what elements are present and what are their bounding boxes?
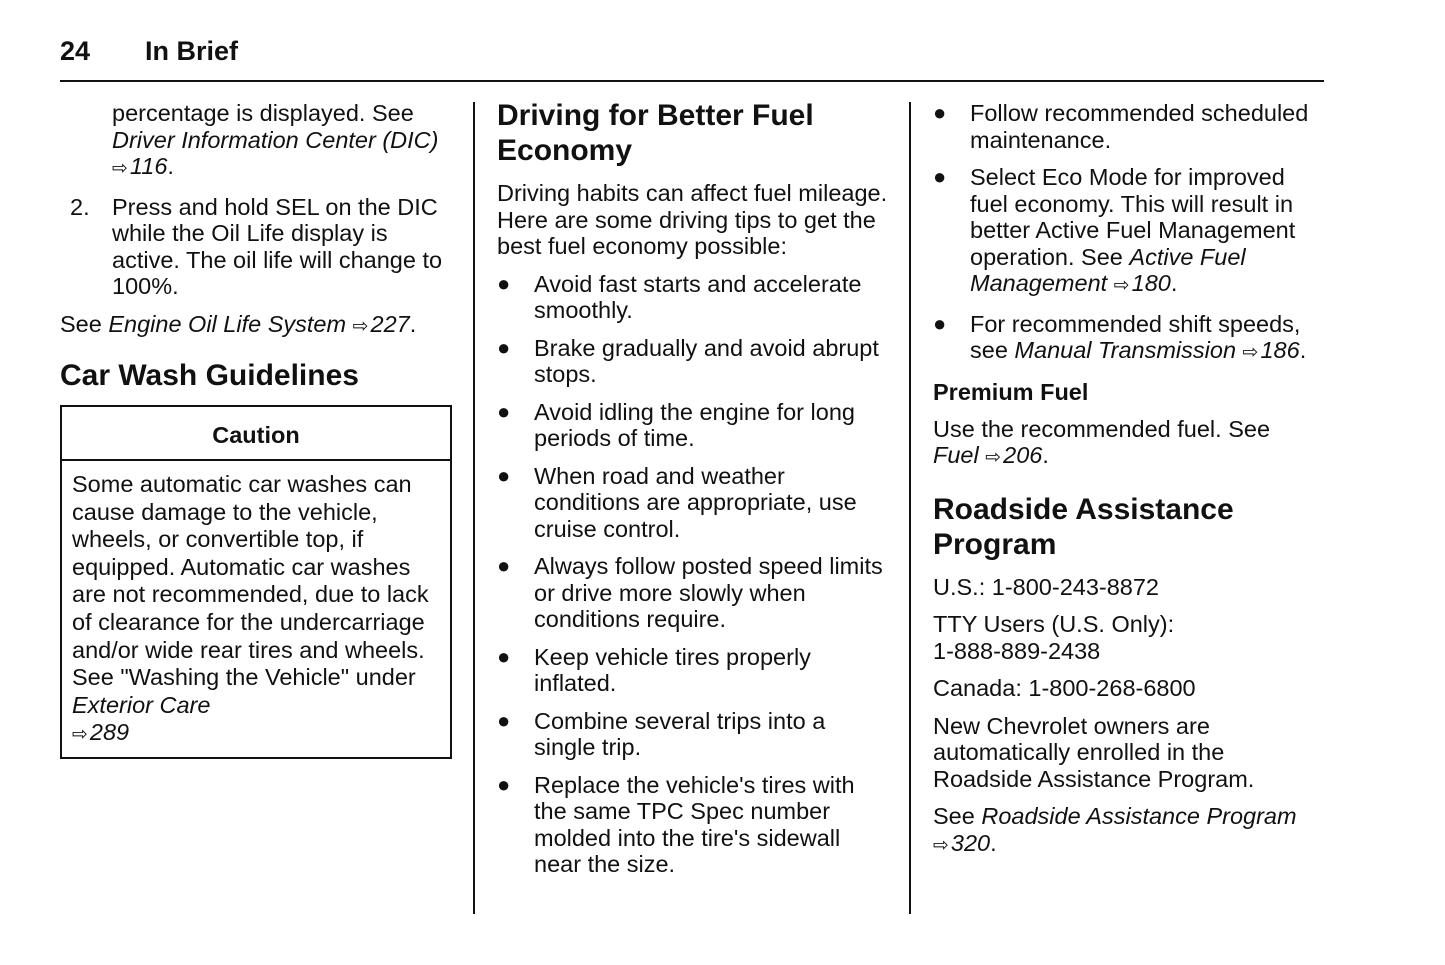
list-item: ● Keep vehicle tires properly inflated.: [497, 643, 811, 696]
caution-title: Caution: [62, 407, 450, 461]
oil-life-link[interactable]: Engine Oil Life System: [108, 310, 347, 337]
list-item: ● For recommended shift speeds, see Manual Transmission ⇨186.: [933, 310, 1307, 363]
see-roadside-paragraph: See Roadside Assistance Program ⇨320.: [933, 803, 1297, 856]
fuel-economy-heading: Driving for Better Fuel Economy: [497, 99, 814, 167]
continued-paragraph: percentage is displayed. See Driver Information Center (DIC) ⇨116.: [112, 100, 439, 179]
bullet-icon: ●: [497, 334, 511, 360]
fuel-tips-list: [497, 271, 889, 878]
page-arrow-icon: ⇨: [1242, 342, 1259, 363]
exterior-care-page-ref[interactable]: 289: [89, 719, 130, 746]
caution-text: Some automatic car washes can cause damage to the vehicle, wheels, or convertible top, if equipped. Automatic car washes are not recommended, due to lack of clearance for the undercarriage and/or wide rear tires and wheels. See "Washing the Vehicle" under: [72, 471, 429, 691]
step-number: 2.: [70, 193, 90, 220]
column-right: [933, 100, 1325, 870]
list-item: ● Follow recommended scheduled maintenance.: [933, 100, 1309, 153]
see-oil-life-paragraph: See Engine Oil Life System ⇨227.: [60, 310, 417, 337]
list-item: ● Always follow posted speed limits or drive more slowly when conditions require.: [497, 553, 883, 632]
step-item: [60, 194, 452, 300]
step-text: Press and hold SEL on the DIC while the Oil Life display is active. The oil life will change to 100%.: [112, 193, 443, 299]
premium-fuel-heading: Premium Fuel: [933, 378, 1089, 405]
section-title: In Brief: [145, 36, 239, 66]
column-divider-1: [473, 102, 475, 914]
premium-fuel-paragraph: Use the recommended fuel. See Fuel ⇨206.: [933, 415, 1271, 468]
see-prefix: See: [60, 310, 102, 337]
afm-page-ref[interactable]: 180: [1131, 270, 1171, 296]
dic-page-ref[interactable]: 116: [129, 153, 168, 179]
afm-link[interactable]: Active Fuel Management: [970, 243, 1246, 296]
manual-transmission-page-ref[interactable]: 186: [1260, 337, 1300, 363]
maintenance-list: [933, 100, 1325, 367]
list-item: ● Select Eco Mode for improved fuel economy. This will result in better Active Fuel Management operation. See Active Fuel Management ⇨180.: [933, 164, 1296, 296]
page-header: [60, 34, 1324, 82]
fuel-economy-intro: Driving habits can affect fuel mileage. Here are some driving tips to get the best fuel economy possible:: [497, 180, 888, 259]
page-arrow-icon: ⇨: [1113, 275, 1130, 296]
page-arrow-icon: ⇨: [72, 724, 88, 746]
list-item: ● When road and weather conditions are appropriate, use cruise control.: [497, 462, 857, 542]
page-arrow-icon: ⇨: [112, 158, 128, 179]
bullet-icon: ●: [497, 643, 511, 669]
owners-paragraph: New Chevrolet owners are automatically enrolled in the Roadside Assistance Program.: [933, 712, 1255, 792]
bullet-icon: ●: [933, 100, 947, 125]
caution-box: [60, 405, 452, 759]
column-middle: [497, 100, 889, 889]
page-arrow-icon: ⇨: [933, 834, 949, 856]
oil-life-page-ref[interactable]: 227: [370, 310, 410, 337]
page-arrow-icon: ⇨: [985, 447, 1002, 468]
caution-body: [62, 461, 450, 757]
bullet-icon: ●: [497, 771, 511, 797]
manual-transmission-link[interactable]: Manual Transmission: [1014, 337, 1237, 363]
page-arrow-icon: ⇨: [352, 315, 369, 337]
dic-reference-link[interactable]: Driver Information Center (DIC): [112, 126, 439, 153]
bullet-icon: ●: [497, 707, 511, 733]
column-divider-2: [909, 102, 911, 914]
bullet-icon: ●: [497, 462, 511, 488]
roadside-page-ref[interactable]: 320: [950, 829, 991, 856]
fuel-link[interactable]: Fuel: [933, 442, 979, 468]
column-left: [60, 100, 452, 759]
canada-phone: Canada: 1-800-268-6800: [933, 675, 1196, 701]
fuel-page-ref[interactable]: 206: [1003, 442, 1043, 468]
page-number: 24: [60, 36, 91, 66]
list-item: ● Avoid fast starts and accelerate smoothly.: [497, 270, 862, 323]
car-wash-heading: Car Wash Guidelines: [60, 359, 359, 392]
tty-phone: TTY Users (U.S. Only): 1-888-889-2438: [933, 611, 1175, 664]
list-item: ● Replace the vehicle's tires with the same TPC Spec number molded into the tire's sidewall near the size.: [497, 771, 855, 877]
bullet-icon: ●: [497, 553, 511, 578]
exterior-care-link[interactable]: Exterior Care: [72, 691, 211, 718]
bullet-icon: ●: [933, 164, 947, 189]
roadside-heading: Roadside Assistance Program: [933, 492, 1234, 561]
bullet-icon: ●: [497, 398, 511, 424]
continued-text: percentage is displayed. See: [112, 100, 414, 126]
list-item: ● Brake gradually and avoid abrupt stops.: [497, 334, 879, 387]
roadside-link[interactable]: Roadside Assistance Program: [981, 803, 1297, 829]
list-item: ● Combine several trips into a single trip.: [497, 707, 826, 760]
bullet-icon: ●: [497, 270, 511, 296]
list-item: ● Avoid idling the engine for long periods of time.: [497, 398, 855, 451]
us-phone: U.S.: 1-800-243-8872: [933, 573, 1160, 600]
bullet-icon: ●: [933, 310, 947, 336]
